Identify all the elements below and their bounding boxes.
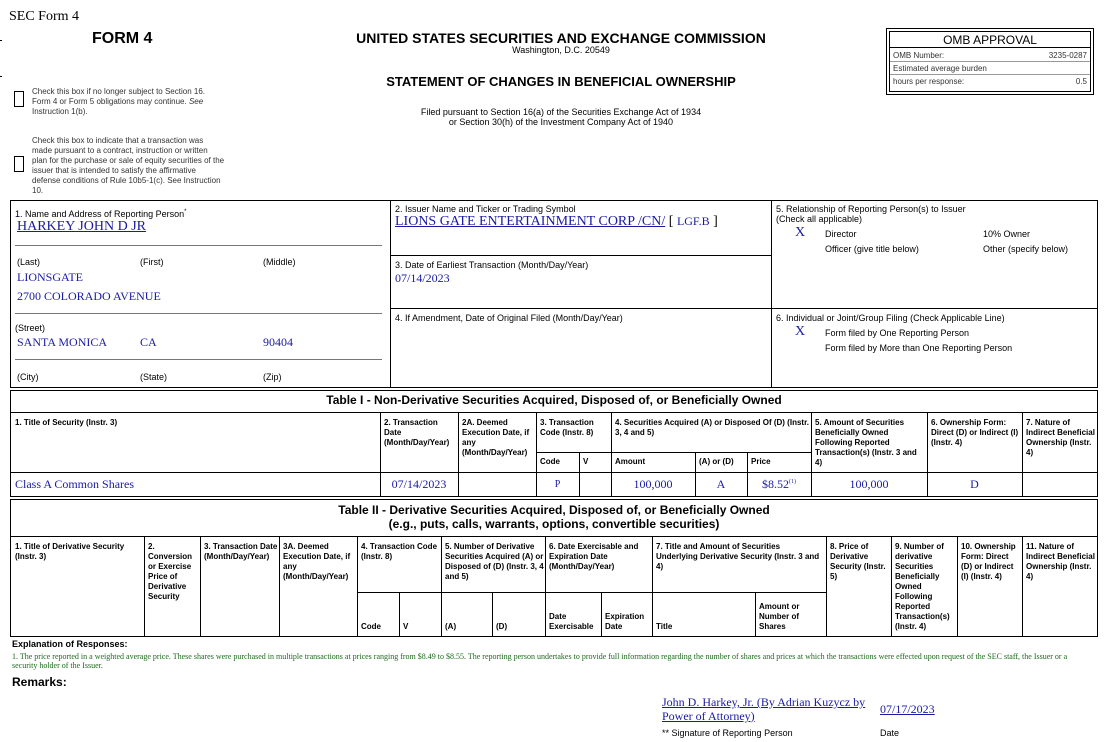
one-person-x-mark: X (795, 324, 806, 339)
omb-burden-label: Estimated average burden (893, 64, 987, 73)
rule-line-4: issuer that is intended to satisfy the affirmative (32, 166, 196, 175)
table2-title-line-2: (e.g., puts, calls, warrants, options, convertible securities) (388, 517, 720, 531)
section16-text (32, 87, 232, 117)
director-label: Director (825, 229, 857, 239)
box1-asterisk: * (184, 209, 187, 215)
left-edge-mark (0, 76, 2, 77)
rule-line-6: 10. (32, 186, 44, 195)
t2-sub-d: (D) (496, 622, 508, 631)
rule-line-2: made pursuant to a contract, instruction or written (32, 146, 208, 155)
t2-sub-code: Code (361, 622, 381, 631)
zip-label: (Zip) (263, 372, 282, 382)
omb-hours-value: 0.5 (1075, 77, 1087, 86)
signature-link[interactable] (662, 695, 872, 723)
filed-line-2: or Section 30(h) of the Investment Company Act of 1940 (448, 117, 674, 127)
issuer-line (395, 214, 718, 230)
ten-percent-owner-label: 10% Owner (983, 229, 1031, 239)
t1-security-title: Class A Common Shares (15, 477, 135, 491)
t1-price-footnote: (1) (789, 479, 796, 485)
earliest-transaction-date: 07/14/2023 (395, 271, 450, 285)
t2-sub-a: (A) (445, 622, 457, 631)
box4-label: 4. If Amendment, Date of Original Filed (Month/Day/Year) (395, 313, 623, 323)
t1-col-sep-3b (579, 452, 580, 497)
address-line-1: LIONSGATE (17, 270, 83, 284)
t2-col-sep-11 (1022, 536, 1023, 637)
name-underline (15, 245, 382, 246)
rule-line-1: Check this box to indicate that a transaction was (32, 136, 204, 145)
omb-title: OMB APPROVAL (890, 32, 1090, 48)
issuer-name-link[interactable]: LIONS GATE ENTERTAINMENT CORP /CN/ (395, 214, 666, 229)
rule10b5-checkbox[interactable] (14, 156, 24, 172)
section16-line-2: Form 4 or Form 5 obligations may continue. (32, 97, 187, 106)
zip-value: 90404 (263, 335, 293, 349)
t1-ownership-form: D (970, 477, 979, 491)
divider-box5 (771, 200, 772, 388)
rule-line-3: plan for the purchase or sale of equity securities of the (32, 156, 225, 165)
table1-title: Table I - Non-Derivative Securities Acquired, Disposed of, or Beneficially Owned (326, 393, 782, 407)
signature-line-1: John D. Harkey, Jr. (By Adrian Kuzycz by (662, 695, 866, 709)
divider-box3-4 (390, 308, 1098, 309)
t1-h6: 6. Ownership Form: Direct (D) or Indirect (I) (Instr. 4) (931, 418, 1019, 447)
address-underline (15, 313, 382, 314)
t2-col-sep-1 (144, 536, 145, 637)
ticker-symbol: LGF.B (676, 214, 710, 228)
t2-h1: 1. Title of Derivative Security (Instr. 3) (15, 542, 125, 561)
section16-see: See (188, 97, 204, 106)
t2-sub-exercisable: Date Exercisable (549, 612, 594, 631)
t2-h7: 7. Title and Amount of Securities Underlying Derivative Security (Instr. 3 and 4) (656, 542, 820, 571)
signature-line-2: Power of Attorney) (662, 709, 755, 723)
t2-col-sep-9 (891, 536, 892, 637)
box5-label (776, 204, 966, 224)
t2-col-sep-10 (957, 536, 958, 637)
t2-sub-expiration: Expiration Date (605, 612, 645, 631)
t1-price (747, 477, 811, 492)
t2-h5: 5. Number of Derivative Securities Acquired (A) or Disposed of (D) (Instr. 3, 4 and 5) (445, 542, 544, 581)
t1-price-value: $8.52 (762, 477, 789, 491)
t1-sub-aord: (A) or (D) (699, 457, 734, 466)
omb-approval-inner (889, 31, 1091, 92)
t1-h4: 4. Securities Acquired (A) or Disposed Of (D) (Instr. 3, 4 and 5) (615, 418, 809, 437)
t1-col-sep-2 (458, 412, 459, 497)
t2-col-sep-3 (279, 536, 280, 637)
form-title: FORM 4 (92, 30, 153, 47)
omb-hours-label: hours per response: (893, 77, 965, 86)
ticker-bracket-open: [ (668, 214, 674, 229)
t2-sub-v: V (403, 622, 409, 631)
city-value: SANTA MONICA (17, 335, 108, 349)
t1-code: P (554, 479, 561, 490)
t1-sub-code: Code (540, 457, 560, 466)
street-label: (Street) (15, 323, 46, 333)
box5-label-line-1: 5. Relationship of Reporting Person(s) to Issuer (776, 204, 966, 214)
table2-title-line-1: Table II - Derivative Securities Acquired, Disposed of, or Beneficially Owned (338, 503, 770, 517)
signature-date-link[interactable]: 07/17/2023 (880, 702, 935, 716)
statement-title: STATEMENT OF CHANGES IN BENEFICIAL OWNERSHIP (386, 74, 736, 89)
section16-line-1: Check this box if no longer subject to Section 16. (32, 87, 205, 96)
footnote-1: 1. The price reported in a weighted average price. These shares were purchased in multiple transactions at prices ranging from $8.49 to $8.55. The reporting person undertakes to provide full information regarding the number of shares and prices at which the transactions were effected upon request of the SEC staff, the Issuer or a security holder of the Issuer. (12, 652, 1068, 670)
other-label: Other (specify below) (983, 244, 1069, 254)
t2-h8: 8. Price of Derivative Security (Instr. 5) (830, 542, 886, 581)
state-label: (State) (140, 372, 168, 382)
t2-col-sep-6b (601, 592, 602, 637)
t2-h11: 11. Nature of Indirect Beneficial Ownership (Instr. 4) (1026, 542, 1095, 581)
agency-location: Washington, D.C. 20549 (512, 45, 610, 55)
t1-sub-amount: Amount (615, 457, 646, 466)
t1-sub-price: Price (751, 457, 771, 466)
table1-header-rule (10, 472, 1098, 473)
box1-label (15, 207, 186, 219)
t2-h2: 2. Conversion or Exercise Price of Derivative Security (148, 542, 193, 601)
omb-number-value: 3235-0287 (1048, 51, 1087, 60)
box5-label-line-2: (Check all applicable) (776, 214, 863, 224)
t2-col-sep-8 (826, 536, 827, 637)
reporting-person-name-link[interactable]: HARKEY JOHN D JR (17, 219, 146, 234)
t2-col-sep-7 (652, 536, 653, 637)
t1-h2a: 2A. Deemed Execution Date, if any (Month/Day/Year) (462, 418, 530, 457)
city-label: (City) (17, 372, 39, 382)
rule-line-5: defense conditions of Rule 10b5-1(c). See Instruction (32, 176, 221, 185)
filed-line-1: Filed pursuant to Section 16(a) of the Securities Exchange Act of 1934 (420, 107, 702, 117)
t1-col-sep-7 (1022, 412, 1023, 497)
t1-h2: 2. Transaction Date (Month/Day/Year) (384, 418, 450, 447)
first-label: (First) (140, 257, 164, 267)
box1-label-text: 1. Name and Address of Reporting Person (15, 209, 185, 219)
t2-col-sep-2 (200, 536, 201, 637)
one-person-label: Form filed by One Reporting Person (825, 328, 970, 338)
explanation-label: Explanation of Responses: (12, 639, 128, 649)
t2-col-sep-4 (357, 536, 358, 637)
left-edge-mark-top (0, 40, 2, 41)
t2-h3a: 3A. Deemed Execution Date, if any (Month/Day/Year) (283, 542, 351, 581)
rule10b5-text (32, 136, 242, 196)
t1-amount: 100,000 (633, 477, 673, 491)
table2-title-rule (10, 536, 1098, 537)
sec-form-label: SEC Form 4 (9, 9, 80, 24)
t1-owned-following: 100,000 (849, 477, 889, 491)
t2-col-sep-4b (399, 592, 400, 637)
box2-label: 2. Issuer Name and Ticker or Trading Symbol (395, 204, 576, 214)
t1-sub-v: V (583, 457, 589, 466)
address-line-2: 2700 COLORADO AVENUE (17, 289, 161, 303)
divider-box2-3 (390, 255, 771, 256)
t2-h10: 10. Ownership Form: Direct (D) or Indirect (I) (Instr. 4) (961, 542, 1016, 581)
t2-sub-title: Title (656, 622, 673, 631)
section16-checkbox[interactable] (14, 91, 24, 107)
t2-h3: 3. Transaction Date (Month/Day/Year) (204, 542, 278, 561)
omb-number-label: OMB Number: (893, 51, 945, 60)
t2-h9: 9. Number of derivative Securities Beneficially Owned Following Reported Transaction(s) (Instr. 4) (895, 542, 950, 631)
director-x-mark: X (795, 225, 806, 240)
t2-h4: 4. Transaction Code (Instr. 8) (361, 542, 438, 561)
table1-title-rule (10, 412, 1098, 413)
table1-subheader-rule (536, 452, 811, 453)
middle-label: (Middle) (263, 257, 296, 267)
t1-transaction-date: 07/14/2023 (391, 477, 447, 491)
box6-label: 6. Individual or Joint/Group Filing (Check Applicable Line) (776, 313, 1005, 323)
ticker-bracket-close: ] (713, 214, 718, 229)
remarks-label: Remarks: (12, 675, 67, 689)
last-label: (Last) (17, 257, 41, 267)
multi-person-label: Form filed by More than One Reporting Person (825, 343, 1013, 353)
t2-col-sep-5b (492, 592, 493, 637)
filed-pursuant (330, 107, 792, 127)
state-value: CA (140, 335, 157, 349)
t1-h3: 3. Transaction Code (Instr. 8) (540, 418, 594, 437)
t2-col-sep-6 (545, 536, 546, 637)
divider-box1 (390, 200, 391, 388)
t2-col-sep-5 (441, 536, 442, 637)
table2-title (10, 503, 1098, 531)
t2-h6: 6. Date Exercisable and Expiration Date (Month/Day/Year) (549, 542, 639, 571)
box3-label: 3. Date of Earliest Transaction (Month/Day/Year) (395, 260, 589, 270)
signature-label: ** Signature of Reporting Person (662, 728, 793, 738)
section16-line-3: Instruction 1(b). (32, 107, 88, 116)
t1-h5: 5. Amount of Securities Beneficially Owned Following Reported Transaction(s) (Instr. 3 and 4) (815, 418, 917, 467)
t1-aord: A (716, 477, 726, 491)
t2-col-sep-7b (755, 592, 756, 637)
t1-h1: 1. Title of Security (Instr. 3) (15, 418, 118, 427)
t2-sub-amount: Amount or Number of Shares (759, 602, 800, 631)
t1-h7: 7. Nature of Indirect Beneficial Ownership (Instr. 4) (1026, 418, 1095, 457)
city-underline (15, 359, 382, 360)
officer-label: Officer (give title below) (825, 244, 919, 254)
agency-title: UNITED STATES SECURITIES AND EXCHANGE COMMISSION (356, 30, 766, 46)
date-label: Date (880, 728, 900, 738)
